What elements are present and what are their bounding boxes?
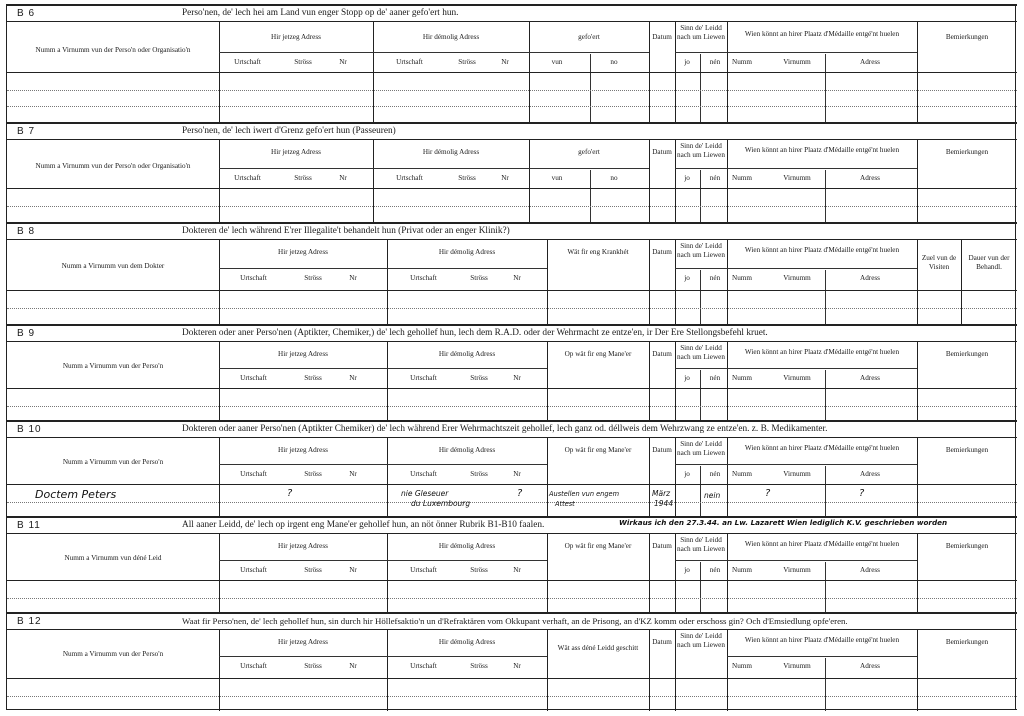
col-current-town: Urtschaft (240, 566, 267, 574)
col-former-address-header: Hir démolig Adress (438, 446, 496, 454)
section-header (7, 518, 1017, 534)
col-former-town: Urtschaft (410, 566, 437, 574)
col-medal-firstname: Virnumm (783, 374, 811, 382)
section-code: B 7 (17, 126, 36, 137)
col-illness-header: Wät fir eng Krankhét (567, 248, 629, 256)
col-remarks-header: Bemierkungen (945, 542, 989, 550)
section-header (7, 224, 1017, 240)
col-yes: jo (684, 566, 690, 574)
col-medal-address: Adress (860, 174, 880, 182)
col-current-nr: Nr (349, 274, 357, 282)
col-current-street: Ströss (304, 374, 322, 382)
section-code: B 9 (17, 328, 36, 339)
col-former-street: Ströss (458, 174, 476, 182)
col-remarks-header: Bemierkungen (945, 148, 989, 156)
col-current-nr: Nr (339, 58, 347, 66)
refractaire-form (6, 4, 1016, 710)
col-former-town: Urtschaft (410, 274, 437, 282)
section-title: Perso'nen, de' lech hei am Land vun enger Stopp op de' aaner gefo'ert hun. (182, 8, 459, 18)
handwritten-name: Doctem Peters (35, 488, 117, 501)
col-person-name-header: Numm a Virnumm vun der Perso'n (62, 362, 164, 370)
col-guided-header: gefo'ert (578, 33, 600, 41)
col-medal-header: Wien könnt an hirer Plaatz d'Médaille entgé'nt huelen (744, 444, 900, 452)
col-medal-header: Wien könnt an hirer Plaatz d'Médaille entgé'nt huelen (744, 246, 900, 254)
col-former-address-header: Hir démolig Adress (438, 350, 496, 358)
handwritten-current-address: ? (287, 488, 293, 499)
col-medal-firstname: Virnumm (783, 470, 811, 478)
col-former-street: Ströss (470, 470, 488, 478)
col-former-nr: Nr (501, 58, 509, 66)
col-remarks-header: Bemierkungen (945, 446, 989, 454)
col-former-address-header: Hir démolig Adress (438, 542, 496, 550)
col-medal-name: Numm (732, 566, 752, 574)
section-b11 (7, 516, 1017, 612)
col-life-danger-header: Sinn de' Leidd nach um Liewen (677, 24, 725, 41)
col-current-town: Urtschaft (240, 470, 267, 478)
col-yes: jo (684, 374, 690, 382)
col-no: nén (709, 470, 721, 478)
section-header (7, 326, 1017, 342)
section-b10 (7, 420, 1017, 516)
col-current-town: Urtschaft (240, 274, 267, 282)
col-medal-firstname: Virnumm (783, 566, 811, 574)
col-remarks-header: Bemierkungen (945, 350, 989, 358)
col-former-street: Ströss (470, 374, 488, 382)
col-life-danger-header: Sinn de' Leidd nach um Liewen (677, 536, 725, 553)
col-current-nr: Nr (349, 374, 357, 382)
col-former-nr: Nr (513, 470, 521, 478)
col-medal-address: Adress (860, 274, 880, 282)
col-current-address-header: Hir jetzeg Adress (278, 638, 328, 646)
col-former-street: Ströss (470, 274, 488, 282)
col-yes: jo (684, 174, 690, 182)
col-remarks-header: Bemierkungen (945, 33, 989, 41)
col-former-town: Urtschaft (396, 174, 423, 182)
col-duration-header: Dauer vun der Behandl. (968, 254, 1010, 271)
col-current-address-header: Hir jetzeg Adress (271, 148, 321, 156)
section-title: Perso'nen, de' lech iwert d'Grenz gefo'ert hun (Passeuren) (182, 126, 396, 136)
col-former-town: Urtschaft (410, 470, 437, 478)
col-no: nén (709, 566, 721, 574)
col-people-name-header: Numm a Virnumm vun déné Leid (64, 554, 162, 562)
handwritten-former-nr: ? (517, 488, 523, 499)
handwritten-b11-note: Wirkaus ich den 27.3.44. an Lw. Lazarett Wien lediglich K.V. geschrieben worden (619, 518, 948, 527)
section-header (7, 422, 1017, 438)
col-medal-firstname: Virnumm (783, 662, 811, 670)
col-medal-address: Adress (860, 58, 880, 66)
col-no: nén (709, 374, 721, 382)
handwritten-date-month: März (652, 489, 671, 498)
col-current-street: Ströss (304, 274, 322, 282)
col-guided-to: no (610, 58, 618, 66)
col-current-nr: Nr (349, 662, 357, 670)
col-medal-name: Numm (732, 58, 752, 66)
col-former-nr: Nr (501, 174, 509, 182)
col-medal-name: Numm (732, 374, 752, 382)
section-b7 (7, 122, 1017, 222)
col-current-address-header: Hir jetzeg Adress (271, 33, 321, 41)
col-date-header: Datum (652, 248, 672, 256)
section-b6 (7, 4, 1017, 122)
section-code: B 8 (17, 226, 36, 237)
col-medal-header: Wien könnt an hirer Plaatz d'Médaille entgé'nt huelen (744, 30, 900, 38)
col-former-street: Ströss (470, 566, 488, 574)
col-guided-to: no (610, 174, 618, 182)
col-current-address-header: Hir jetzeg Adress (278, 350, 328, 358)
section-b9 (7, 324, 1017, 420)
col-medal-address: Adress (860, 374, 880, 382)
col-person-name-header: Numm a Virnumm vun der Perso'n (62, 650, 164, 658)
col-visits-header: Zuel vun de Visiten (921, 254, 957, 271)
col-medal-header: Wien könnt an hirer Plaatz d'Médaille entgé'nt huelen (744, 540, 900, 548)
col-former-address-header: Hir démolig Adress (438, 638, 496, 646)
col-how-header: Op wät fir eng Mane'er (564, 446, 632, 454)
col-medal-header: Wien könnt an hirer Plaatz d'Médaille entgé'nt huelen (744, 636, 900, 644)
handwritten-former-address-line1: nie Gleseuer (401, 489, 449, 498)
section-code: B 12 (17, 616, 42, 627)
section-code: B 11 (17, 520, 41, 531)
handwritten-former-address-line2: du Luxembourg (411, 499, 471, 508)
col-former-nr: Nr (513, 374, 521, 382)
col-person-name-header: Numm a Virnumm vun der Perso'n (62, 458, 164, 466)
col-former-address-header: Hir démolig Adress (422, 33, 480, 41)
col-medal-address: Adress (860, 470, 880, 478)
col-medal-firstname: Virnumm (783, 58, 811, 66)
section-header (7, 614, 1017, 630)
section-title: Dokteren de' lech während E'rer Illegalite't behandelt hun (Privat oder an enger Klinik?) (182, 226, 510, 236)
col-former-town: Urtschaft (410, 662, 437, 670)
col-former-address-header: Hir démolig Adress (422, 148, 480, 156)
col-former-town: Urtschaft (410, 374, 437, 382)
col-current-nr: Nr (349, 566, 357, 574)
col-current-town: Urtschaft (240, 374, 267, 382)
col-date-header: Datum (652, 33, 672, 41)
col-former-nr: Nr (513, 662, 521, 670)
col-former-street: Ströss (458, 58, 476, 66)
col-date-header: Datum (652, 148, 672, 156)
col-how-header: Op wät fir eng Mane'er (564, 350, 632, 358)
section-title: All aaner Leidd, de' lech op irgent eng Mane'er gehollef hun, an nöt önner Rubrik B1-B10 faalen. (182, 520, 545, 530)
col-medal-address: Adress (860, 566, 880, 574)
handwritten-medal-address: ? (859, 488, 865, 499)
col-life-danger-header: Sinn de' Leidd nach um Liewen (677, 242, 725, 259)
section-b8 (7, 222, 1017, 324)
col-current-nr: Nr (349, 470, 357, 478)
section-code: B 10 (17, 424, 42, 435)
col-current-street: Ströss (294, 58, 312, 66)
col-life-danger-header: Sinn de' Leidd nach um Liewen (677, 344, 725, 361)
col-current-street: Ströss (304, 470, 322, 478)
col-no: nén (709, 174, 721, 182)
col-yes: jo (684, 58, 690, 66)
handwritten-date-year: 1944 (654, 499, 674, 508)
col-former-nr: Nr (513, 274, 521, 282)
col-doctor-name-header: Numm a Virnumm vun dem Dokter (61, 262, 165, 270)
col-current-street: Ströss (294, 174, 312, 182)
col-guided-from: vun (551, 174, 563, 182)
col-current-address-header: Hir jetzeg Adress (278, 446, 328, 454)
col-current-street: Ströss (304, 662, 322, 670)
col-former-nr: Nr (513, 566, 521, 574)
col-medal-firstname: Virnumm (783, 274, 811, 282)
col-medal-header: Wien könnt an hirer Plaatz d'Médaille entgé'nt huelen (744, 348, 900, 356)
col-life-danger-header: Sinn de' Leidd nach um Liewen (677, 142, 725, 159)
col-yes: jo (684, 470, 690, 478)
col-what-happened-header: Wät ass déné Leidd geschitt (557, 644, 639, 652)
col-how-header: Op wät fir eng Mane'er (564, 542, 632, 550)
col-life-danger-header: Sinn de' Leidd nach um Liewen (677, 440, 725, 457)
col-name-header: Numm a Virnumm vun der Perso'n oder Organisatio'n (35, 162, 191, 170)
handwritten-medal-name: ? (765, 488, 771, 499)
col-medal-name: Numm (732, 174, 752, 182)
section-title: Dokteren oder aaner Perso'nen (Aptikter Chemiker) de' lech während Erer Wehrmachtszeit gehollef, lech ganz od. déllweis dem Wehrzwang ze entze'en. z. B. Medikamenter. (182, 424, 828, 434)
col-no: nén (709, 58, 721, 66)
col-medal-firstname: Virnumm (783, 174, 811, 182)
col-life-danger-header: Sinn de' Leidd nach um Liewen (677, 632, 725, 649)
col-current-nr: Nr (339, 174, 347, 182)
handwritten-no-answer: nein (704, 491, 721, 500)
col-former-address-header: Hir démolig Adress (438, 248, 496, 256)
col-medal-name: Numm (732, 662, 752, 670)
col-guided-header: gefo'ert (578, 148, 600, 156)
col-current-town: Urtschaft (234, 58, 261, 66)
handwritten-how-line1: Austellen vun engem (549, 490, 620, 498)
col-current-address-header: Hir jetzeg Adress (278, 248, 328, 256)
col-remarks-header: Bemierkungen (945, 638, 989, 646)
col-guided-from: vun (551, 58, 563, 66)
col-yes: jo (684, 274, 690, 282)
col-date-header: Datum (652, 542, 672, 550)
section-code: B 6 (17, 8, 36, 19)
col-current-town: Urtschaft (234, 174, 261, 182)
col-current-town: Urtschaft (240, 662, 267, 670)
col-date-header: Datum (652, 638, 672, 646)
col-medal-name: Numm (732, 274, 752, 282)
section-b12 (7, 612, 1017, 710)
col-date-header: Datum (652, 350, 672, 358)
col-former-town: Urtschaft (396, 58, 423, 66)
col-no: nén (709, 274, 721, 282)
section-header (7, 6, 1017, 22)
section-header (7, 124, 1017, 140)
col-current-street: Ströss (304, 566, 322, 574)
section-title: Dokteren oder aner Perso'nen (Aptikter, Chemiker,) de' lech gehollef hun, lech dem R.A.D. oder der Wehrmacht ze entze'en, ir Der Ere Stellongsbefehl kruet. (182, 328, 768, 338)
section-title: Waat fir Perso'nen, de' lech gehollef hun, sin durch hir Höllefsaktio'n un d'Refraktären vom Okkupant verhaft, an de Prisong, an d'KZ komm oder erschoss gin? Och d'Emsiedlung opfe'eren. (182, 616, 848, 626)
col-medal-header: Wien könnt an hirer Plaatz d'Médaille entgé'nt huelen (744, 146, 900, 154)
col-date-header: Datum (652, 446, 672, 454)
col-name-header: Numm a Virnumm vun der Perso'n oder Organisatio'n (35, 46, 191, 54)
col-medal-address: Adress (860, 662, 880, 670)
handwritten-how-line2: Attest (555, 500, 575, 508)
col-former-street: Ströss (470, 662, 488, 670)
col-medal-name: Numm (732, 470, 752, 478)
col-current-address-header: Hir jetzeg Adress (278, 542, 328, 550)
